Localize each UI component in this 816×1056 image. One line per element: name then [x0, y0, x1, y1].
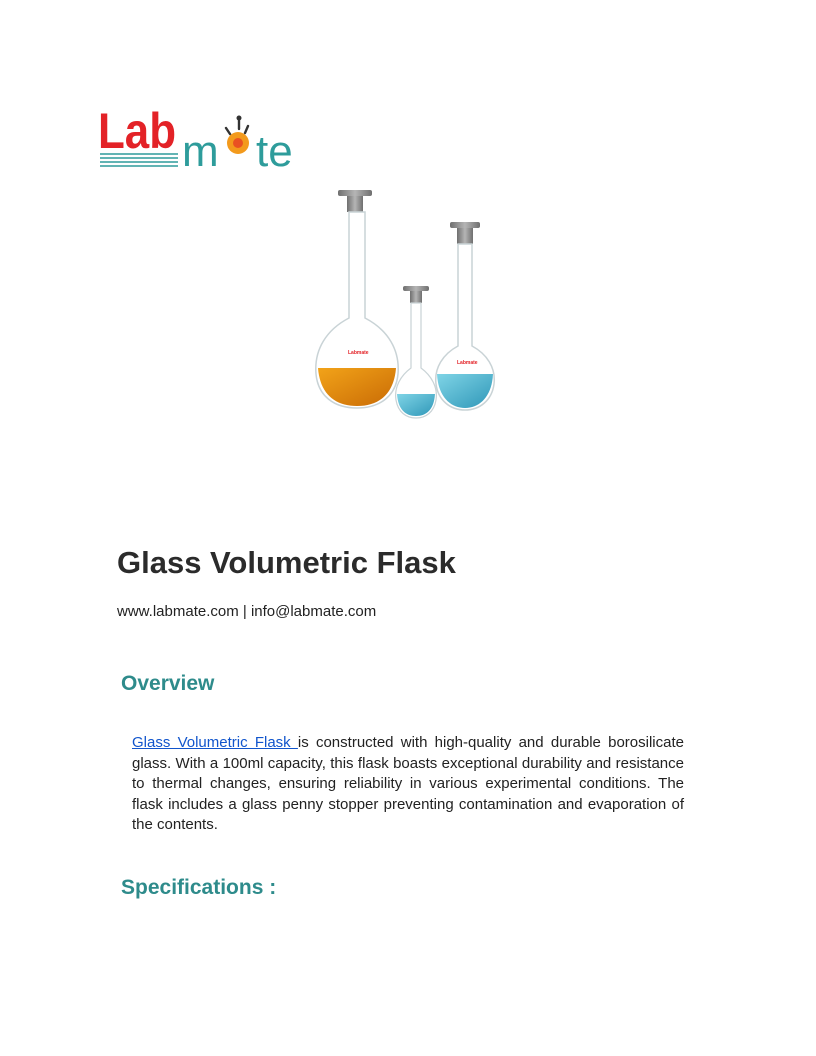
labmate-logo [98, 98, 320, 170]
logo-te-text: te [256, 127, 293, 170]
logo-m-text: m [182, 127, 219, 170]
flask-small-blue [396, 286, 437, 418]
flask-medium-blue [436, 222, 495, 410]
overview-heading: Overview [121, 672, 215, 695]
contact-info: www.labmate.com | info@labmate.com [117, 603, 377, 620]
specifications-heading: Specifications : [121, 876, 277, 899]
flask-label-large: Labmate [348, 350, 369, 356]
overview-body: is constructed with high-quality and durable borosilicate glass. With a 100ml capacity, this flask boasts exceptional durability and resistance to thermal changes, ensuring reliability in various experimental conditions. The flask includes a glass penny stopper preventing contamination and evaporation of the contents. [132, 734, 684, 833]
overview-paragraph [132, 733, 684, 836]
product-image [300, 182, 516, 428]
logo-lab-text: Lab [98, 103, 176, 159]
flask-large-orange [316, 190, 398, 408]
page-title: Glass Volumetric Flask [117, 545, 456, 580]
product-link[interactable]: Glass Volumetric Flask [132, 734, 298, 751]
logo-atom-icon [226, 116, 249, 155]
flask-label-medium: Labmate [457, 360, 478, 366]
